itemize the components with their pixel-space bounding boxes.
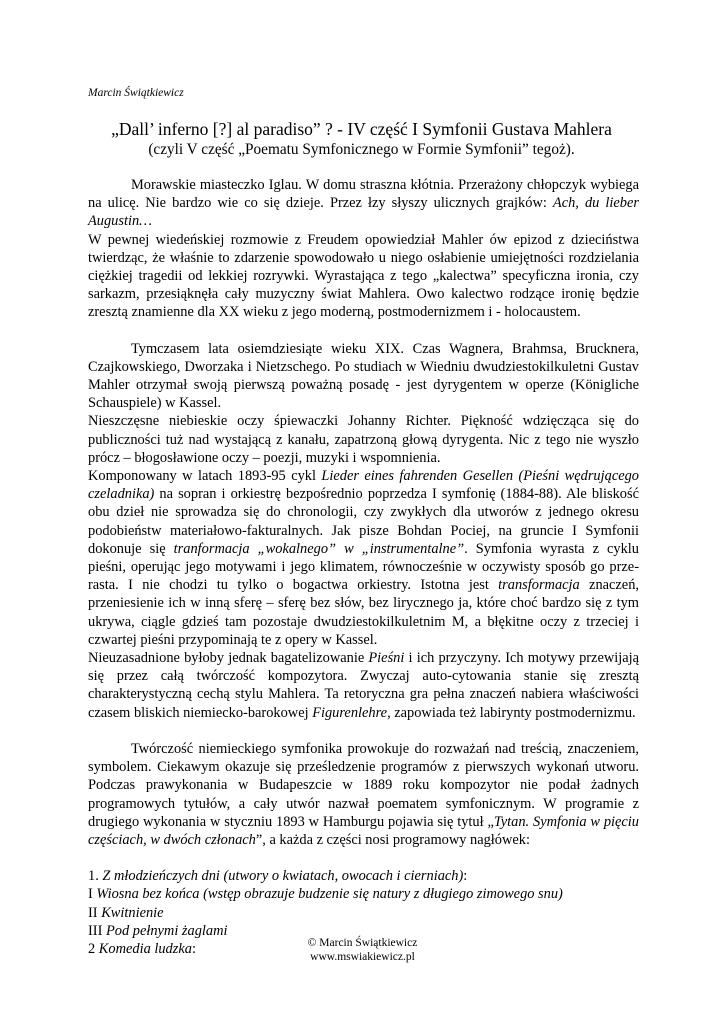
paragraph-text: . Symfonia wyrasta z cyklu pieśni, operując jego motywami i jego klimatem, równocześnie w oczywisty sposób go prze-rasta. I nie chodzi tu tylko o bogactwa orkiestry. Istotna jest bbox=[88, 540, 639, 594]
term-figurenlehre: Figurenlehre bbox=[312, 704, 388, 721]
paragraph-freud: W pewnej wiedeńskiej rozmowie z Freudem opowiedział Mahler ów epizod z dzieciństwa twierdząc, że właśnie to zdarzenie spowodowało u niego osłabienie umiejętności rozdzielania ciężkiej tragedii od lekkiej rozrywki. Wyrastająca z tego „kalectwa” specyficzna ironia, czy sarkazm, przesiąknęła cały muzyczny świat Mahlera. Owo kalectwo rodzące ironię będzie zresztą znamienne dla XX wieku z jego moderną, postmodernizmem i - holocaustem. bbox=[88, 231, 639, 321]
page-footer bbox=[0, 936, 725, 964]
paragraph-lieder bbox=[88, 467, 639, 649]
website-link[interactable]: www.mswiakiewicz.pl bbox=[310, 951, 415, 963]
titan-title: Tytan. Symfonia w pięciu częściach, w dwóch członach bbox=[88, 813, 639, 848]
paragraph-richter: Nieszczęsne niebieskie oczy śpiewaczki Johanny Richter. Piękność wdzięcząca się do publiczności tuż nad wystającą z kanału, zapatrzoną głową dyrygenta. Nic z tego nie wyszło prócz – błogosławione oczy – poezji, muzyki i wspomnienia. bbox=[88, 413, 639, 466]
list-tail: : bbox=[463, 868, 468, 885]
paragraph-text: , zapowiada też labirynty postmodernizmu. bbox=[387, 704, 636, 721]
paragraph-kassel: Tymczasem lata osiemdziesiąte wieku XIX. Czas Wagnera, Brahmsa, Brucknera, Czajkowskiego, Dworzaka i Nietzschego. Po studiach w Wiedniu dwudziestokilkuletni Gustav Mahler otrzymał swoją pierwszą poważną posadę - jest dyrygentem w operze (Königliche Schauspiele) w Kassel. bbox=[88, 340, 639, 412]
list-title: Wiosna bez końca (wstęp obrazuje budzenie się natury z długiego zimowego snu) bbox=[96, 886, 563, 903]
list-item bbox=[88, 904, 639, 922]
paragraph-text: Twórczość niemieckiego symfonika prowokuje do rozważań nad treścią, znaczeniem, symbolem. Ciekawym okazuje się prześledzenie programów z pierwszych wykonań utworu. Podczas prawykonania w Budapeszcie w 1889 roku kompozytor nie podał żadnych programowych tytułów, a cały utwór nazwał poematem symfonicznym. W programie z drugiego wykonania w styczniu 1893 w Hamburgu pojawia się tytuł „ bbox=[88, 740, 639, 830]
quote-transformation: tranformacja „wokalnego” w „instrumentalne” bbox=[173, 540, 465, 557]
term-piesni: Pieśni bbox=[368, 650, 405, 667]
paragraph-text: ”, a każda z części nosi programowy nagłówek: bbox=[255, 831, 530, 848]
list-title: Z młodzieńczych dni (utwory o kwiatach, owocach i cierniach) bbox=[102, 868, 464, 885]
term-transformacja: transformacja bbox=[498, 577, 580, 594]
paragraph-text: Nieuzasadnione byłoby jednak bagatelizowanie bbox=[88, 650, 369, 667]
list-tail: : bbox=[191, 940, 196, 957]
paragraph-text: Komponowany w latach 1893-95 cykl bbox=[88, 468, 322, 485]
paragraph-text: na sopran i orkiestrę bezpośrednio poprzedza I symfonię (1884-88). Ale bliskość obu dzieł nie sprowadza się do chronologii, czy zwykłych dla utworów z jednego okresu podobieństw materiałowo-fakturalnych. Jak pisze Bohdan Pociej, na gruncie I Symfonii dokonuje się bbox=[88, 486, 639, 557]
author-name: Marcin Świątkiewicz bbox=[88, 87, 184, 99]
paragraph-text: i ich przyczyny. Ich motywy przewijają się przez całą twórczość kompozytora. Zwyczaj auto-cytowania stanie się zresztą charakterystyczną cechą stylu Mahlera. Ta retoryczna gra pełna znaczeń nabiera właściwości czasem bliskich niemiecko-barokowej bbox=[88, 650, 639, 721]
paragraph-programs bbox=[88, 740, 639, 849]
paragraph-iglau bbox=[88, 176, 639, 231]
song-title: Ach, du lieber Augustin… bbox=[88, 195, 639, 230]
document-subtitle: (czyli V część „Poematu Symfonicznego w Formie Symfonii” tegoż). bbox=[148, 141, 575, 158]
list-title: Pod pełnymi żaglami bbox=[105, 922, 228, 939]
list-number: I bbox=[88, 886, 97, 903]
document-body bbox=[88, 176, 639, 958]
paragraph-piesni bbox=[88, 649, 639, 722]
copyright-notice: © Marcin Świątkiewicz bbox=[307, 937, 418, 949]
list-item bbox=[88, 867, 639, 885]
list-number: 2 bbox=[88, 940, 99, 957]
list-title: Kwitnienie bbox=[101, 904, 164, 921]
list-number: III bbox=[88, 922, 106, 939]
paragraph-text: Morawskie miasteczko Iglau. W domu straszna kłótnia. Przerażony chłopczyk wybiega na ulicę. Nie bardzo wie co się dzieje. Przez łzy słyszy ulicznych grajków: bbox=[88, 177, 639, 212]
list-number: II bbox=[88, 904, 102, 921]
list-number: 1. bbox=[88, 868, 103, 885]
document-title: „Dall’ inferno [?] al paradiso” ? - IV część I Symfonii Gustava Mahlera bbox=[111, 119, 612, 139]
list-title: Komedia ludzka bbox=[98, 940, 192, 957]
paragraph-text: znaczeń, przeniesienie ich w inną sferę – sferę bez słów, bez lirycznego ja, które choć bardzo się z tym ukrywa, ciągle gdzieś tam pozostaje dwudziestokilkuletnim M, a błękitne oczy z trzeciej i czwartej pieśni przypominają te z opery w Kassel. bbox=[88, 577, 639, 648]
cycle-title: Lieder eines fahrenden Gesellen (Pieśni wędrującego czeladnika) bbox=[88, 468, 639, 503]
list-item bbox=[88, 885, 639, 903]
